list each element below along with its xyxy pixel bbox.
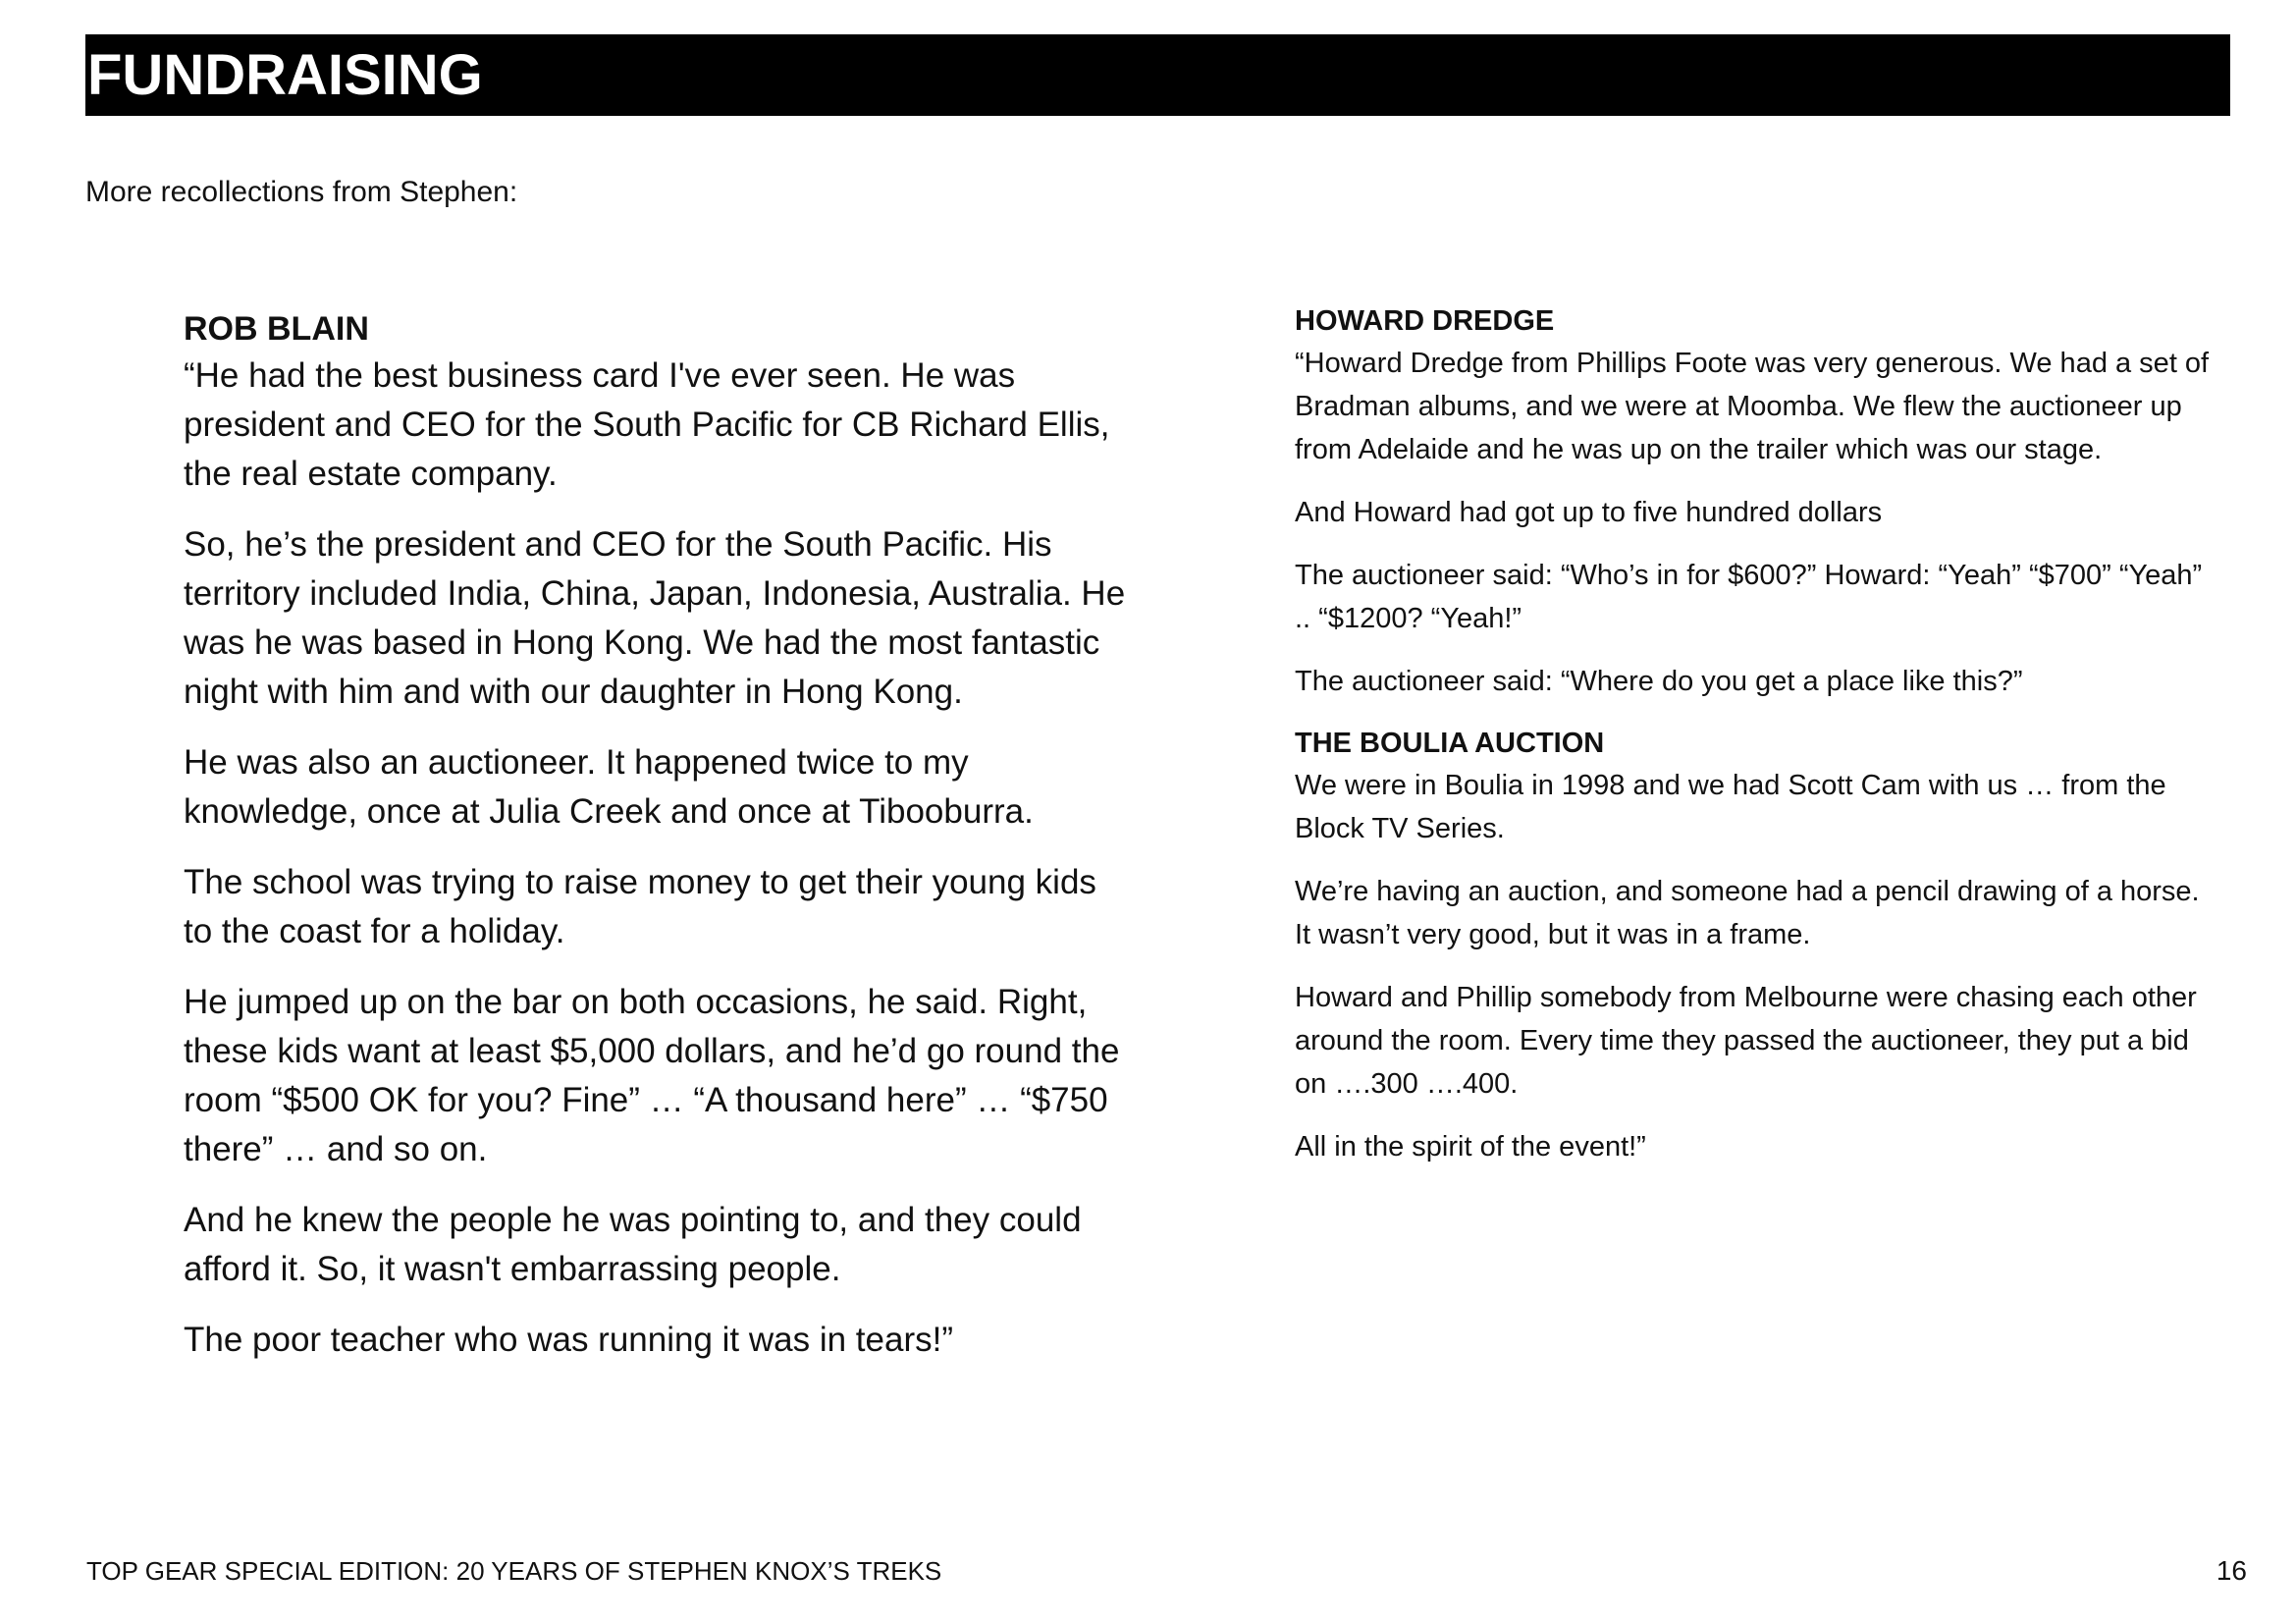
paragraph: He was also an auctioneer. It happened twice to my knowledge, once at Julia Creek and once at Tibooburra. — [184, 743, 1034, 831]
paragraph: The auctioneer said: “Who’s in for $600?” Howard: “Yeah” “$700” “Yeah” .. “$1200? “Yeah!” — [1295, 560, 2203, 634]
right-column — [1295, 300, 2217, 1188]
paragraph: All in the spirit of the event!” — [1295, 1131, 1646, 1163]
page-title: FUNDRAISING — [85, 34, 2230, 116]
paragraph: We were in Boulia in 1998 and we had Scott Cam with us … from the Block TV Series. — [1295, 770, 2166, 844]
paragraph: The school was trying to raise money to get their young kids to the coast for a holiday. — [184, 863, 1096, 950]
paragraph: “He had the best business card I've ever seen. He was president and CEO for the South Pacific for CB Richard Ellis, the real estate company. — [184, 356, 1110, 493]
page-number: 16 — [2216, 1555, 2247, 1586]
paragraph: “Howard Dredge from Phillips Foote was very generous. We had a set of Bradman albums, and we were at Moomba. We flew the auctioneer up from Adelaide and he was up on the trailer which was our stage. — [1295, 348, 2210, 465]
section-heading-howard-dredge: HOWARD DREDGE — [1295, 305, 1555, 337]
paragraph: The auctioneer said: “Where do you get a place like this?” — [1295, 666, 2023, 697]
paragraph: And he knew the people he was pointing to, and they could afford it. So, it wasn't embarrassing people. — [184, 1201, 1082, 1288]
paragraph: He jumped up on the bar on both occasions, he said. Right, these kids want at least $5,000 dollars, and he’d go round the room “$500 OK for you? Fine” … “A thousand here” … “$750 there” … and so on. — [184, 983, 1120, 1168]
paragraph: And Howard had got up to five hundred dollars — [1295, 497, 1883, 528]
paragraph: We’re having an auction, and someone had a pencil drawing of a horse. It wasn’t very good, but it was in a frame. — [1295, 876, 2200, 950]
left-column — [184, 306, 1126, 1386]
footer-publication-title: TOP GEAR SPECIAL EDITION: 20 YEARS OF STEPHEN KNOX’S TREKS — [86, 1556, 942, 1586]
paragraph: The poor teacher who was running it was in tears!” — [184, 1321, 953, 1359]
intro-text: More recollections from Stephen: — [85, 176, 518, 208]
section-heading-rob-blain: ROB BLAIN — [184, 310, 369, 348]
paragraph: Howard and Phillip somebody from Melbourne were chasing each other around the room. Every time they passed the auctioneer, they put a bid on ….300 ….400. — [1295, 982, 2197, 1100]
paragraph: So, he’s the president and CEO for the South Pacific. His territory included India, China, Japan, Indonesia, Australia. He was he was based in Hong Kong. We had the most fantastic night with him and with our daughter in Hong Kong. — [184, 525, 1126, 711]
section-heading-boulia-auction: THE BOULIA AUCTION — [1295, 728, 1605, 759]
